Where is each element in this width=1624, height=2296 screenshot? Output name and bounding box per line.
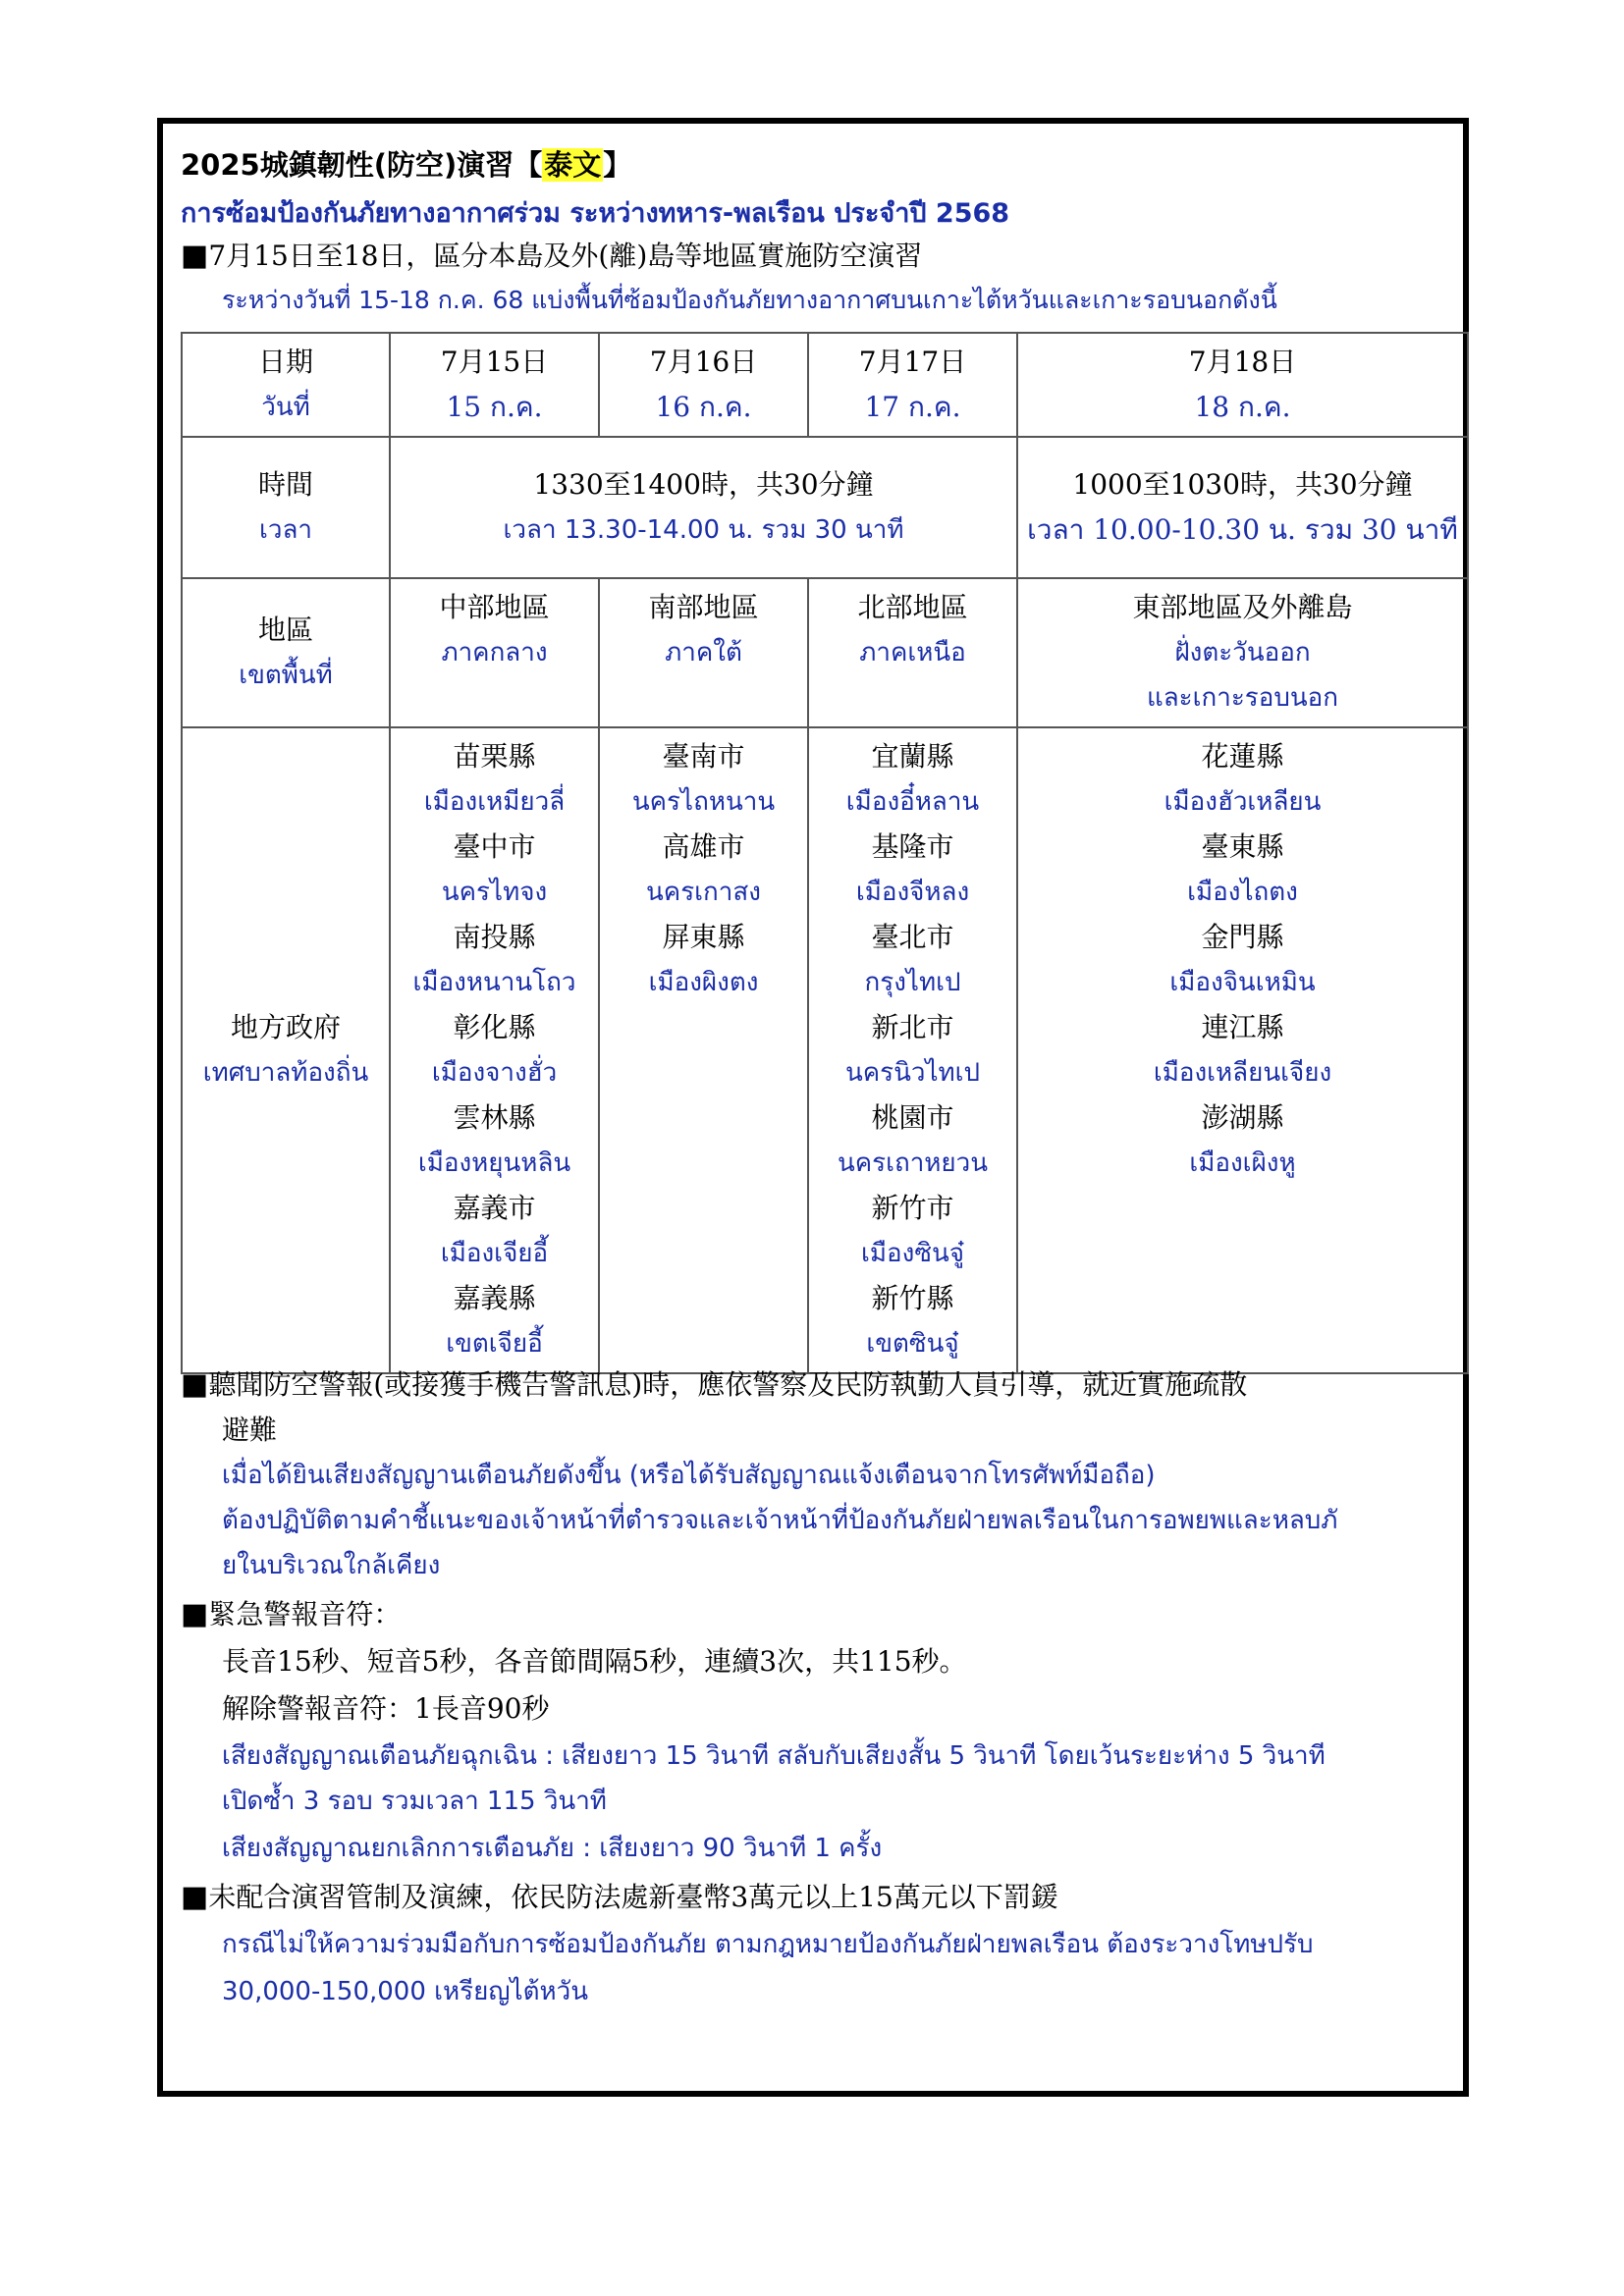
time-main-cn: 1330至1400時，共30分鐘 [533, 468, 874, 501]
date-th: 17 ก.ค. [864, 391, 961, 423]
gov-name-th: เมืองเหลียนเจียง [1153, 1058, 1332, 1088]
title-bracket-open: 【 [514, 148, 543, 182]
time-label-th: เวลา [258, 515, 313, 545]
region-th: ภาคเหนือ [859, 638, 966, 667]
date-cn: 7月15日 [440, 346, 549, 378]
time-main-th: เวลา 13.30-14.00 น. รวม 30 นาที [503, 515, 904, 545]
gov-name-th: เมืองอี๋หลาน [845, 787, 980, 817]
date-label-cn: 日期 [257, 346, 313, 378]
gov-label-th: เทศบาลท้องถิ่น [202, 1058, 369, 1088]
region-th: ฝั่งตะวันออก [1174, 638, 1311, 667]
region-cell [390, 578, 599, 727]
sec3-cn-2: 解除警報音符：1長音90秒 [222, 1692, 550, 1725]
title-bracket-close: 】 [603, 148, 632, 182]
gov-label-cn: 地方政府 [230, 1011, 341, 1043]
sec3-th-3: เสียงสัญญาณยกเลิกการเตือนภัย : เสียงยาว 90 วินาที 1 ครั้ง [222, 1834, 883, 1863]
gov-name-cn: 臺南市 [662, 740, 745, 773]
gov-name-cn: 南投縣 [453, 921, 536, 953]
table-row-time [182, 437, 1468, 578]
gov-name-th: เมืองจางฮั่ว [431, 1058, 558, 1088]
region-cell [599, 578, 808, 727]
region-cell [1017, 578, 1468, 727]
gov-name-cn: 花蓮縣 [1201, 740, 1284, 773]
date-th: 16 ก.ค. [655, 391, 752, 423]
region-th: ภาคใต้ [665, 638, 742, 667]
time-main-cell [390, 437, 1017, 578]
gov-name-cn: 臺中市 [453, 830, 536, 863]
language-highlight: 泰文 [544, 148, 602, 182]
sec4-th-1: กรณีไม่ให้ความร่วมมือกับการซ้อมป้องกันภัย ตามกฎหมายป้องกันภัยฝ่ายพลเรือน ต้องระวางโทษปรับ [222, 1930, 1314, 1959]
table-row-region [182, 578, 1468, 727]
gov-name-cn: 新竹市 [871, 1192, 954, 1224]
gov-name-th: เมืองหยุนหลิน [417, 1148, 571, 1178]
schedule-table [181, 332, 1469, 1374]
gov-name-cn: 新北市 [871, 1011, 954, 1043]
thai-title: การซ้อมป้องกันภัยทางอากาศร่วม ระหว่างทหาร-พลเรือน ประจำปี 2568 [181, 198, 1010, 229]
date-label-th: วันที่ [261, 393, 310, 422]
table-row-gov [182, 727, 1468, 1373]
gov-name-cn: 雲林縣 [453, 1101, 536, 1134]
gov-name-cn: 苗栗縣 [453, 740, 536, 773]
gov-name-th: เขตเจียอี้ [446, 1329, 543, 1359]
gov-name-cn: 桃園市 [871, 1101, 954, 1134]
gov-name-cn: 彰化縣 [453, 1011, 536, 1043]
sec3-th-2: เปิดซ้ำ 3 รอบ รวมเวลา 115 วินาที [222, 1787, 607, 1816]
region-th-2: และเกาะรอบนอก [1146, 683, 1339, 713]
gov-name-th: เมืองไถตง [1187, 878, 1298, 907]
penalty-section [181, 1875, 1451, 1920]
gov-name-cn: 臺東縣 [1201, 830, 1284, 863]
time-last-cell [1017, 437, 1468, 578]
gov-name-th: กรุงไทเป [864, 968, 961, 997]
sec4-th-2: 30,000-150,000 เหรียญไต้หวัน [222, 1977, 588, 2006]
gov-name-cn: 新竹縣 [871, 1282, 954, 1314]
gov-name-cn: 連江縣 [1201, 1011, 1284, 1043]
gov-name-th: เมืองจินเหมิน [1169, 968, 1316, 997]
gov-name-th: นครไถหนาน [631, 787, 776, 817]
sec2-cn-1: 聽聞防空警報(或接獲手機告警訊息)時，應依警察及民防執勤人員引導，就近實施疏散 [208, 1368, 1248, 1401]
gov-name-th: เมืองฮัวเหลียน [1164, 787, 1322, 817]
bullet-square-icon: ■ [181, 239, 209, 273]
time-last-th: เวลา 10.00-10.30 น. รวม 30 นาที [1027, 513, 1458, 546]
date-cell [599, 333, 808, 437]
gov-label-cell [182, 727, 390, 1373]
region-label-th: เขตพื้นที่ [239, 661, 333, 690]
region-cn: 中部地區 [439, 591, 550, 623]
region-cell [808, 578, 1017, 727]
central-gov-cell [390, 727, 599, 1373]
date-cn: 7月16日 [649, 346, 758, 378]
date-cell [390, 333, 599, 437]
sec2-th-3: ยในบริเวณใกล้เคียง [222, 1551, 441, 1580]
bullet-square-icon: ■ [181, 1880, 209, 1914]
gov-name-cn: 高雄市 [662, 830, 745, 863]
region-label-cn: 地區 [257, 614, 313, 646]
region-label-cell [182, 578, 390, 727]
intro-section [181, 234, 1451, 279]
table-row-dates [182, 333, 1468, 437]
gov-name-th: นครเกาสง [646, 878, 761, 907]
title-text: 2025城鎮韌性(防空)演習 [181, 148, 514, 182]
date-cell [1017, 333, 1468, 437]
date-th: 18 ก.ค. [1194, 391, 1291, 423]
region-cn: 南部地區 [648, 591, 759, 623]
date-label-cell [182, 333, 390, 437]
sec3-th-1: เสียงสัญญาณเตือนภัยฉุกเฉิน : เสียงยาว 15 วินาที สลับกับเสียงสั้น 5 วินาที โดยเว้นระยะห่าง 5 วินาที [222, 1741, 1326, 1771]
gov-name-th: เมืองหนานโถว [412, 968, 576, 997]
gov-name-cn: 基隆市 [871, 830, 954, 863]
sec4-cn: 未配合演習管制及演練，依民防法處新臺幣3萬元以上15萬元以下罰鍰 [208, 1881, 1058, 1913]
gov-name-cn: 嘉義市 [453, 1192, 536, 1224]
bullet-square-icon: ■ [181, 1597, 209, 1631]
east-gov-cell [1017, 727, 1468, 1373]
gov-name-th: นครไทจง [441, 878, 548, 907]
gov-name-cn: 嘉義縣 [453, 1282, 536, 1314]
gov-name-th: เมืองจีหลง [855, 878, 970, 907]
gov-name-th: เมืองเหมียวลี่ [423, 787, 566, 817]
time-label-cell [182, 437, 390, 578]
gov-name-th: เมืองผิงตง [648, 968, 759, 997]
gov-name-th: นครเถาหยวน [837, 1148, 989, 1178]
south-gov-cell [599, 727, 808, 1373]
evacuation-section [181, 1362, 1451, 1408]
alarm-section [181, 1592, 1451, 1637]
gov-name-th: เมืองซินจู๋ [861, 1239, 964, 1268]
gov-name-cn: 臺北市 [871, 921, 954, 953]
document-title [181, 143, 1451, 187]
sec3-cn-head: 緊急警報音符： [208, 1598, 402, 1630]
date-cn: 7月18日 [1188, 346, 1297, 378]
region-cn: 北部地區 [857, 591, 968, 623]
region-th: ภาคกลาง [441, 638, 548, 667]
date-cn: 7月17日 [858, 346, 967, 378]
date-th: 15 ก.ค. [446, 391, 543, 423]
gov-name-cn: 澎湖縣 [1201, 1101, 1284, 1134]
intro-cn: 7月15日至18日，區分本島及外(離)島等地區實施防空演習 [208, 240, 923, 272]
north-gov-cell [808, 727, 1017, 1373]
sec2-th-2: ต้องปฏิบัติตามคำชี้แนะของเจ้าหน้าที่ตำรวจและเจ้าหน้าที่ป้องกันภัยฝ่ายพลเรือนในการอพยพและหลบภั [222, 1506, 1338, 1535]
gov-name-cn: 金門縣 [1201, 921, 1284, 953]
sec2-cn-2: 避難 [222, 1414, 278, 1446]
date-cell [808, 333, 1017, 437]
gov-name-th: เขตซินจู๋ [866, 1329, 959, 1359]
gov-name-th: นครนิวไทเป [844, 1058, 981, 1088]
gov-name-cn: 宜蘭縣 [871, 740, 954, 773]
gov-name-th: เมืองเจียอี้ [440, 1239, 549, 1268]
gov-name-th: เมืองเผิงหู [1189, 1148, 1296, 1178]
bullet-square-icon: ■ [181, 1367, 209, 1402]
time-label-cn: 時間 [257, 468, 313, 501]
region-cn: 東部地區及外離島 [1132, 591, 1353, 623]
time-last-cn: 1000至1030時，共30分鐘 [1072, 468, 1413, 501]
document-frame [157, 118, 1469, 2097]
intro-th: ระหว่างวันที่ 15-18 ก.ค. 68 แบ่งพื้นที่ซ้อมป้องกันภัยทางอากาศบนเกาะไต้หวันและเกาะรอบนอกดังนี้ [222, 286, 1277, 314]
gov-name-cn: 屏東縣 [662, 921, 745, 953]
sec3-cn-1: 長音15秒、短音5秒，各音節間隔5秒，連續3次，共115秒。 [222, 1645, 967, 1678]
sec2-th-1: เมื่อได้ยินเสียงสัญญานเตือนภัยดังขึ้น (หรือได้รับสัญญาณแจ้งเตือนจากโทรศัพท์มือถือ) [222, 1461, 1156, 1490]
